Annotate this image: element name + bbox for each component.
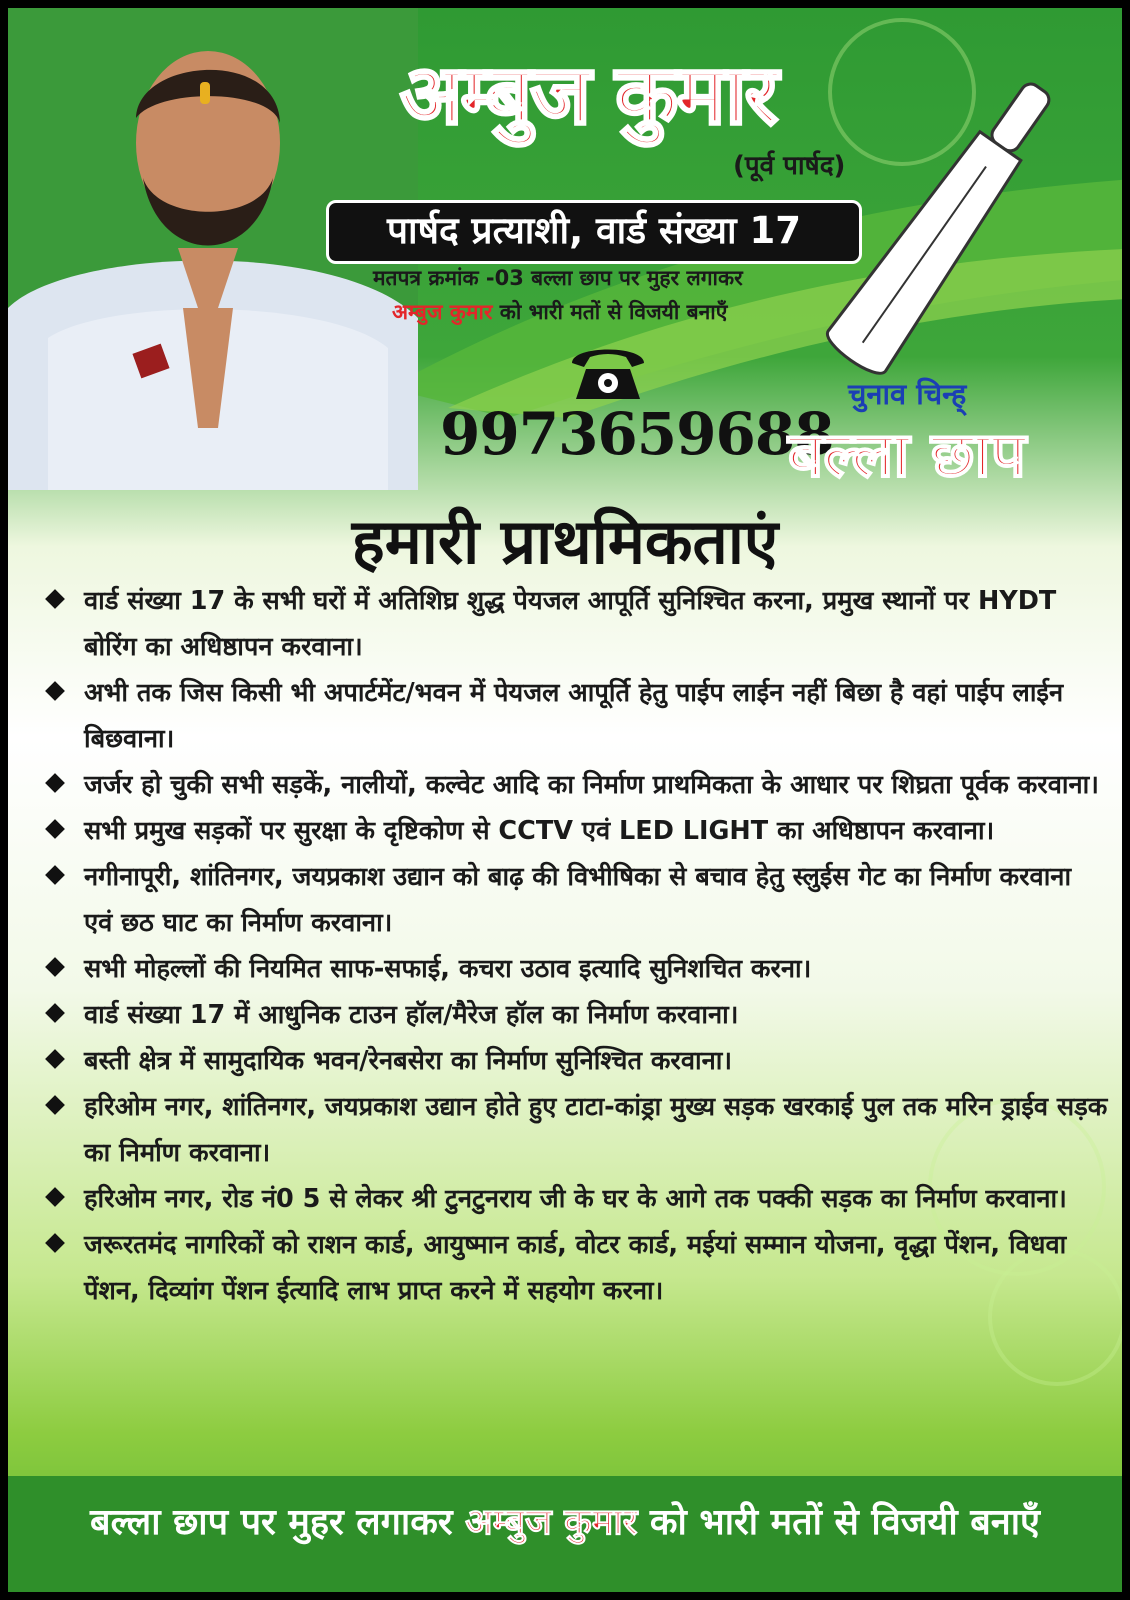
priority-item bbox=[48, 1038, 1108, 1084]
appeal-text: को भारी मतों से विजयी बनाएँ bbox=[492, 300, 728, 324]
diamond-bullet-icon bbox=[45, 1233, 65, 1253]
priority-item bbox=[48, 1084, 1108, 1176]
priority-item bbox=[48, 992, 1108, 1038]
vote-appeal bbox=[392, 298, 727, 326]
diamond-bullet-icon bbox=[45, 819, 65, 839]
cricket-bat-icon bbox=[778, 58, 1108, 398]
priority-text: अभी तक जिस किसी भी अपार्टमेंट/भवन में पेयजल आपूर्ति हेतु पाईप लाईन नहीं बिछा है वहां पाईप लाईन बिछवाना। bbox=[84, 678, 1064, 754]
priority-text: जर्जर हो चुकी सभी सड़कें, नालीयों, कल्वेट आदि का निर्माण प्राथमिकता के आधार पर शिघ्रता पूर्वक करवाना। bbox=[84, 770, 1099, 800]
priority-item bbox=[48, 578, 1108, 670]
diamond-bullet-icon bbox=[45, 1003, 65, 1023]
appeal-candidate-name: अम्बुज कुमार bbox=[392, 300, 493, 324]
priority-item bbox=[48, 670, 1108, 762]
election-symbol-name: बल्ला छाप bbox=[788, 418, 1026, 491]
former-councillor-label: (पूर्व पार्षद) bbox=[733, 151, 846, 181]
telephone-icon bbox=[568, 341, 648, 403]
footer-text-part1: बल्ला छाप पर मुहर लगाकर bbox=[90, 1502, 466, 1543]
diamond-bullet-icon bbox=[45, 681, 65, 701]
footer-candidate-name: अम्बुज कुमार bbox=[465, 1502, 638, 1543]
diamond-bullet-icon bbox=[45, 865, 65, 885]
priority-item bbox=[48, 1222, 1108, 1314]
diamond-bullet-icon bbox=[45, 1095, 65, 1115]
priority-text: जरूरतमंद नागरिकों को राशन कार्ड, आयुष्मान कार्ड, वोटर कार्ड, मईयां सम्मान योजना, वृद्धा पेंशन, विधवा पेंशन, दिव्यांग पेंशन ईत्यादि लाभ प्राप्त करने में सहयोग करना। bbox=[84, 1230, 1067, 1306]
priority-item bbox=[48, 1176, 1108, 1222]
priorities-list bbox=[48, 578, 1108, 1314]
priority-text: हरिओम नगर, रोड नं0 5 से लेकर श्री टुनटुनराय जी के घर के आगे तक पक्की सड़क का निर्माण करवाना। bbox=[84, 1184, 1067, 1214]
election-poster bbox=[8, 8, 1122, 1592]
phone-number: 9973659688 bbox=[440, 400, 834, 468]
election-symbol-label: चुनाव चिन्ह् bbox=[848, 377, 967, 411]
priority-text: सभी मोहल्लों की नियमित साफ-सफाई, कचरा उठाव इत्यादि सुनिशचित करना। bbox=[84, 954, 812, 984]
priority-text: बस्ती क्षेत्र में सामुदायिक भवन/रेनबसेरा का निर्माण सुनिश्चित करवाना। bbox=[84, 1046, 733, 1076]
priority-item bbox=[48, 946, 1108, 992]
footer-text-part2: को भारी मतों से विजयी बनाएँ bbox=[637, 1502, 1040, 1543]
diamond-bullet-icon bbox=[45, 773, 65, 793]
priority-text: हरिओम नगर, शांतिनगर, जयप्रकाश उद्यान होते हुए टाटा-कांड्रा मुख्य सड़क खरकाई पुल तक मरिन ड्राईव सड़क का निर्माण करवाना। bbox=[84, 1092, 1108, 1168]
diamond-bullet-icon bbox=[45, 957, 65, 977]
priority-text: नगीनापूरी, शांतिनगर, जयप्रकाश उद्यान को बाढ़ की विभीषिका से बचाव हेतु स्लुईस गेट का निर्माण करवाना एवं छठ घाट का निर्माण करवाना। bbox=[84, 862, 1072, 938]
ballot-number-appeal: मतपत्र क्रमांक -03 बल्ला छाप पर मुहर लगाकर bbox=[373, 266, 743, 290]
priority-item bbox=[48, 762, 1108, 808]
priority-text: सभी प्रमुख सड़कों पर सुरक्षा के दृष्टिकोण से CCTV एवं LED LIGHT का अधिष्ठापन करवाना। bbox=[84, 816, 995, 846]
diamond-bullet-icon bbox=[45, 589, 65, 609]
priority-text: वार्ड संख्या 17 में आधुनिक टाउन हॉल/मैरेज हॉल का निर्माण करवाना। bbox=[84, 1000, 739, 1030]
ward-candidate-banner: पार्षद प्रत्याशी, वार्ड संख्या 17 bbox=[326, 200, 862, 264]
diamond-bullet-icon bbox=[45, 1187, 65, 1207]
priority-item bbox=[48, 854, 1108, 946]
diamond-bullet-icon bbox=[45, 1049, 65, 1069]
candidate-name: अम्बुज कुमार bbox=[399, 48, 777, 143]
priority-text: वार्ड संख्या 17 के सभी घरों में अतिशिघ्र शुद्ध पेयजल आपूर्ति सुनिश्चित करना, प्रमुख स्थानों पर HYDT बोरिंग का अधिष्ठापन करवाना। bbox=[84, 586, 1057, 662]
footer-appeal bbox=[8, 1496, 1122, 1545]
priority-item bbox=[48, 808, 1108, 854]
priorities-heading: हमारी प्राथमिकताएं bbox=[351, 505, 779, 578]
